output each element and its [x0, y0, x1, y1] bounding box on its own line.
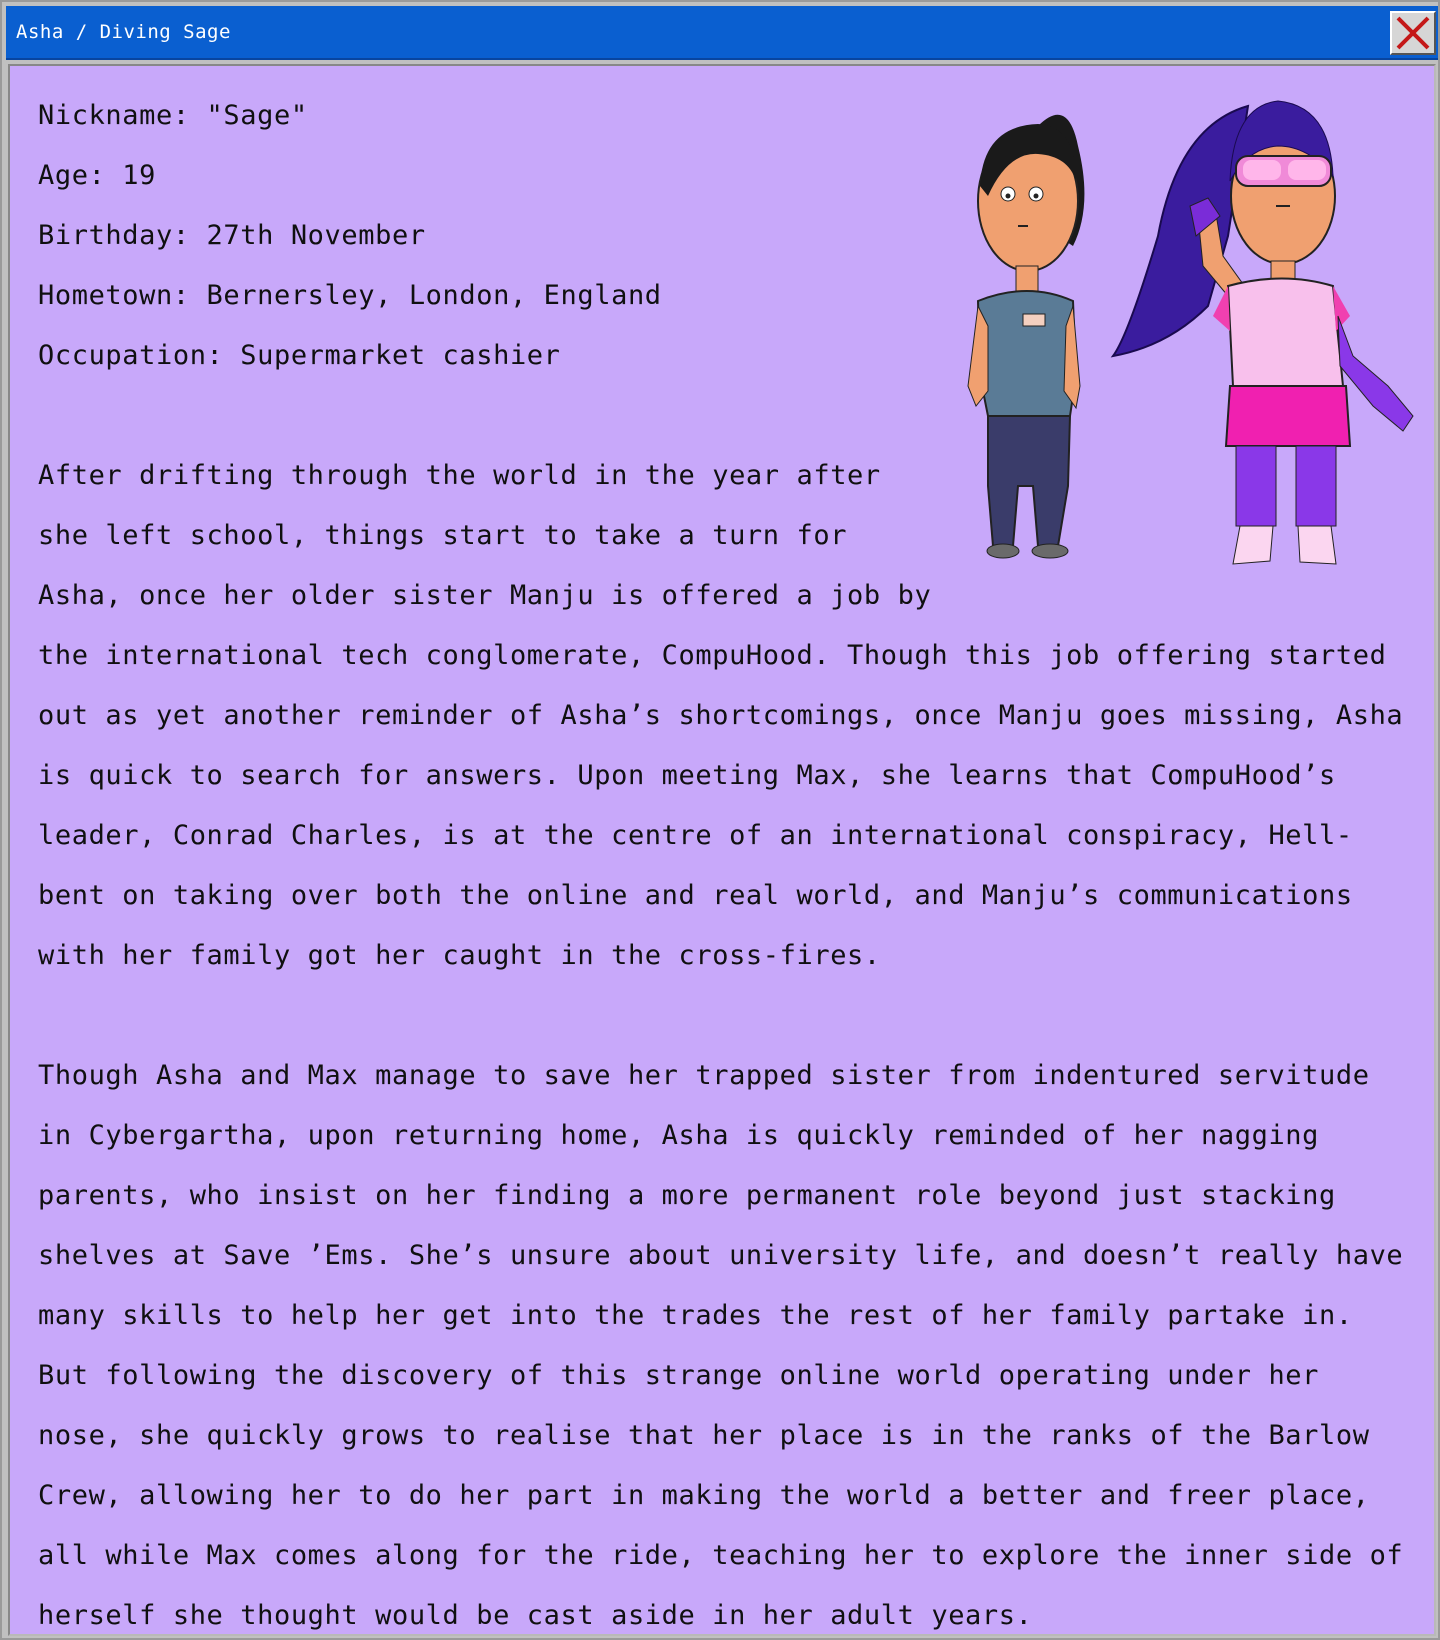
title-bar[interactable]: [6, 6, 1438, 60]
asha-casual-figure: [968, 115, 1084, 558]
spacer: [38, 986, 1418, 1046]
character-illustration: [958, 86, 1418, 586]
age-line: Age: 19: [38, 160, 156, 191]
close-button[interactable]: [1390, 11, 1436, 55]
profile-text: [38, 86, 1418, 1636]
birthday-line: Birthday: 27th November: [38, 220, 426, 251]
profile-content[interactable]: [8, 64, 1436, 1636]
diving-sage-figure: [1113, 101, 1413, 564]
bio-paragraph-1: After drifting through the world in the year after she left school, things start to take a turn for Asha, once her older sister Manju is offered a job by the international tech conglomerate, CompuHood. Though this job offering started out as yet another reminder of Asha’s shortcomings, once Manju goes missing, Asha is quick to search for answers. Upon meeting Max, she learns that CompuHood’s leader, Conrad Charles, is at the centre of an international conspiracy, Hell-bent on taking over both the online and real world, and Manju’s communications with her family got her caught in the cross-fires.: [38, 460, 1404, 971]
hometown-line: Hometown: Bernersley, London, England: [38, 280, 662, 311]
occupation-line: Occupation: Supermarket cashier: [38, 340, 561, 371]
close-x-icon: [1395, 15, 1431, 51]
window-title: Asha / Diving Sage: [16, 21, 231, 43]
nickname-line: Nickname: "Sage": [38, 100, 308, 131]
bio-paragraph-2: Though Asha and Max manage to save her trapped sister from indentured servitude in Cybergartha, upon returning home, Asha is quickly reminded of her nagging parents, who insist on her finding a more permanent role beyond just stacking shelves at Save ’Ems. She’s unsure about university life, and doesn’t really have many skills to help her get into the trades the rest of her family partake in. But following the discovery of this strange online world operating under her nose, she quickly grows to realise that her place is in the ranks of the Barlow Crew, allowing her to do her part in making the world a better and freer place, all while Max comes along for the ride, teaching her to explore the inner side of herself she thought would be cast aside in her adult years.: [38, 1060, 1404, 1631]
